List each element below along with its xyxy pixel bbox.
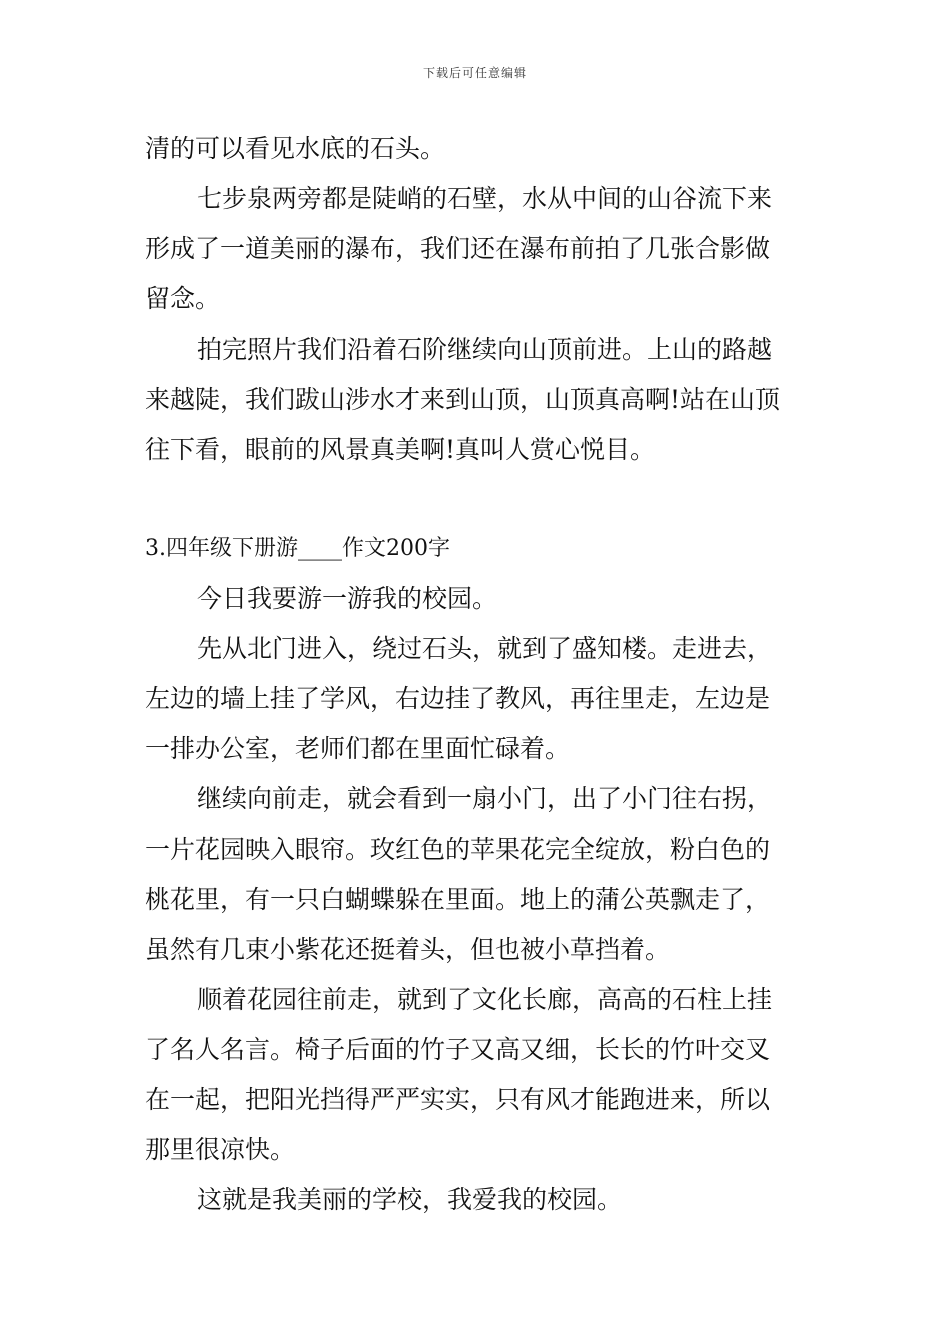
paragraph-line: 这就是我美丽的学校，我爱我的校园。 <box>197 1185 623 1214</box>
paragraph-line: 顺着花园往前走，就到了文化长廊，高高的石柱上挂 <box>197 985 773 1014</box>
paragraph-line: 了名人名言。椅子后面的竹子又高又细，长长的竹叶交叉 <box>145 1035 771 1064</box>
paragraph-line: 那里很凉快。 <box>145 1135 296 1164</box>
paragraph-line: 拍完照片我们沿着石阶继续向山顶前进。上山的路越 <box>197 335 773 364</box>
paragraph-line: 在一起，把阳光挡得严严实实，只有风才能跑进来，所以 <box>145 1085 771 1114</box>
section-heading: 3.四年级下册游____作文200字 <box>145 536 450 561</box>
paragraph-line: 先从北门进入，绕过石头，就到了盛知楼。走进去， <box>197 634 773 663</box>
paragraph-line: 继续向前走，就会看到一扇小门，出了小门往右拐， <box>197 784 773 813</box>
paragraph-line: 一排办公室，老师们都在里面忙碌着。 <box>145 734 571 763</box>
page-header: 下载后可任意编辑 <box>422 66 527 80</box>
paragraph-line: 往下看，眼前的风景真美啊!真叫人赏心悦目。 <box>145 435 656 464</box>
paragraph-line: 来越陡，我们跋山涉水才来到山顶，山顶真高啊!站在山顶 <box>145 385 781 414</box>
paragraph-line: 七步泉两旁都是陡峭的石壁，水从中间的山谷流下来 <box>197 184 773 213</box>
paragraph-line: 留念。 <box>145 284 221 313</box>
paragraph-line: 形成了一道美丽的瀑布，我们还在瀑布前拍了几张合影做 <box>145 234 771 263</box>
paragraph-line: 一片花园映入眼帘。玫红色的苹果花完全绽放，粉白色的 <box>145 835 771 864</box>
paragraph-line: 虽然有几束小紫花还挺着头，但也被小草挡着。 <box>145 935 671 964</box>
paragraph-line: 桃花里，有一只白蝴蝶躲在里面。地上的蒲公英飘走了， <box>145 885 771 914</box>
paragraph-line: 今日我要游一游我的校园。 <box>197 584 498 613</box>
paragraph-line: 清的可以看见水底的石头。 <box>145 134 446 163</box>
paragraph-line: 左边的墙上挂了学风，右边挂了教风，再往里走，左边是 <box>145 684 771 713</box>
